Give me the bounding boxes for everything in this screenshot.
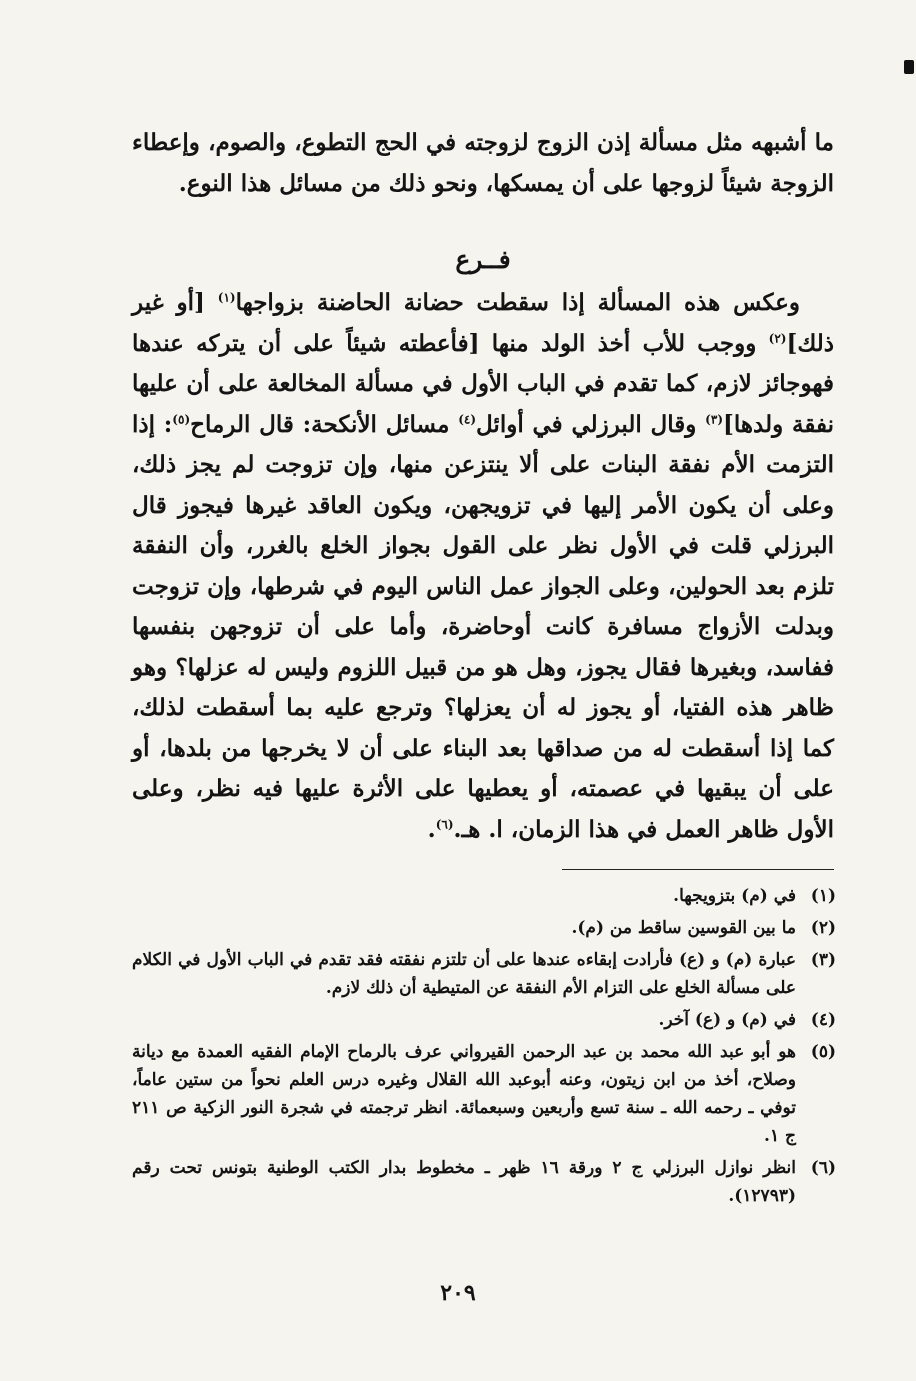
- scan-corner-mark: [904, 60, 914, 74]
- footnote-ref-4: (٤): [458, 411, 477, 426]
- footnote: [132, 882, 836, 910]
- main-text-segment: وقال البرزلي في أوائل: [476, 410, 706, 438]
- footnote-text: هو أبو عبد الله محمد بن عبد الرحمن القيرواني عرف بالرماح الإمام الفقيه العمدة مع ديانة وصلاح، أخذ من ابن زيتون، وعنه أبوعبد الله القلال وغيره درس العلم نحواً من ستين عاماً، توفي ـ رحمه الله ـ سنة تسع وأربعين وسبعمائة. انظر ترجمته في شجرة النور الزكية ص ٢١١ ج ١.: [132, 1042, 796, 1146]
- footnote: [132, 946, 836, 1002]
- footnote-text: في (م) و (ع) آخر.: [658, 1010, 796, 1030]
- footnote-number: (٢): [810, 918, 836, 938]
- footnote-separator: [562, 869, 834, 870]
- footnote: [132, 1154, 836, 1210]
- main-text: [132, 283, 834, 850]
- footnote-ref-3: (٣): [705, 411, 723, 426]
- footnote-number: (١): [810, 886, 836, 906]
- footnote: [132, 1038, 836, 1150]
- footnote-ref-6: (٦): [435, 816, 454, 831]
- footnote-number: (٥): [810, 1042, 836, 1062]
- footnote-text: عبارة (م) و (ع) فأرادت إبقاءه عندها على أن تلتزم نفقته فقد تقدم في الباب الأول في الكلام على مسألة الخلع على التزام الأم النفقة عن المتيطية أن ذلك لازم.: [132, 950, 796, 998]
- main-text-segment: [أو غير ذلك]: [132, 289, 834, 357]
- footnote-ref-2: (٢): [768, 330, 787, 345]
- main-text-segment: : إذا التزمت الأم نفقة البنات على ألا ينتزعن منها، وإن تزوجت لم يجز ذلك، وعلى أن يكون الأمر إليها في تزويجهن، ويكون العاقد غيرها فيجوز قال البرزلي قلت في الأول نظر على القول بجواز الخلع بالغرر، وأن النفقة تلزم بعد الحولين، وعلى الجواز عمل الناس اليوم في شرطها، وإن تزوجت وبدلت الأزواج مسافرة كانت أوحاضرة، وأما على أن تزوجهن بنفسها ففاسد، وبغيرها فقال يجوز، وهل هو من قبيل اللزوم وليس له عزلها؟ وهو ظاهر هذه الفتيا، أو يجوز له أن يعزلها؟ وترجع عليه بما أسقطت لذلك، كما إذا أسقطت له من صداقها بعد البناء على أن لا يخرجها من بلدها، أو على أن يبقيها في عصمته، أو يعطيها على الأثرة عليها فيه نظر، وعلى الأول ظاهر العمل في هذا الزمان، ا. هـ.: [132, 410, 834, 843]
- footnote-text: انظر نوازل البرزلي ج ٢ ورقة ١٦ ظهر ـ مخطوط بدار الكتب الوطنية بتونس تحت رقم (١٢٧٩٣).: [132, 1158, 797, 1206]
- page-number: ٢٠٩: [440, 1280, 476, 1306]
- footnote-ref-1: (١): [217, 290, 236, 305]
- footnote: [132, 914, 836, 942]
- footnote: [132, 1006, 836, 1034]
- footnote-text: ما بين القوسين ساقط من (م).: [571, 918, 796, 938]
- main-text-segment: ووجب للأب أخذ الولد منها [فأعطته شيئاً على أن يتركه عندها فهوجائز لازم، كما تقدم في الباب الأول في مسألة المخالعة على أن عليها نفقة ولدها]: [132, 329, 834, 438]
- intro-text: ما أشبهه مثل مسألة إذن الزوج لزوجته في الحج التطوع، والصوم، وإعطاء الزوجة شيئاً لزوجها على أن يمسكها، ونحو ذلك من مسائل هذا النوع.: [132, 129, 835, 197]
- main-paragraph: [132, 283, 834, 850]
- main-text-segment: وعكس هذه المسألة إذا سقطت حضانة الحاضنة بزواجها: [235, 289, 800, 316]
- footnotes: [132, 882, 836, 1214]
- footnote-number: (٤): [810, 1010, 836, 1030]
- footnote-ref-5: (٥): [172, 411, 191, 426]
- footnote-number: (٣): [810, 950, 836, 970]
- main-text-segment: .: [427, 815, 436, 843]
- intro-paragraph: [132, 123, 834, 204]
- section-heading: فــرع: [455, 245, 511, 274]
- footnote-number: (٦): [810, 1158, 836, 1178]
- footnote-text: في (م) بتزويجها.: [673, 886, 796, 906]
- main-text-segment: مسائل الأنكحة: قال الرماح: [190, 410, 459, 438]
